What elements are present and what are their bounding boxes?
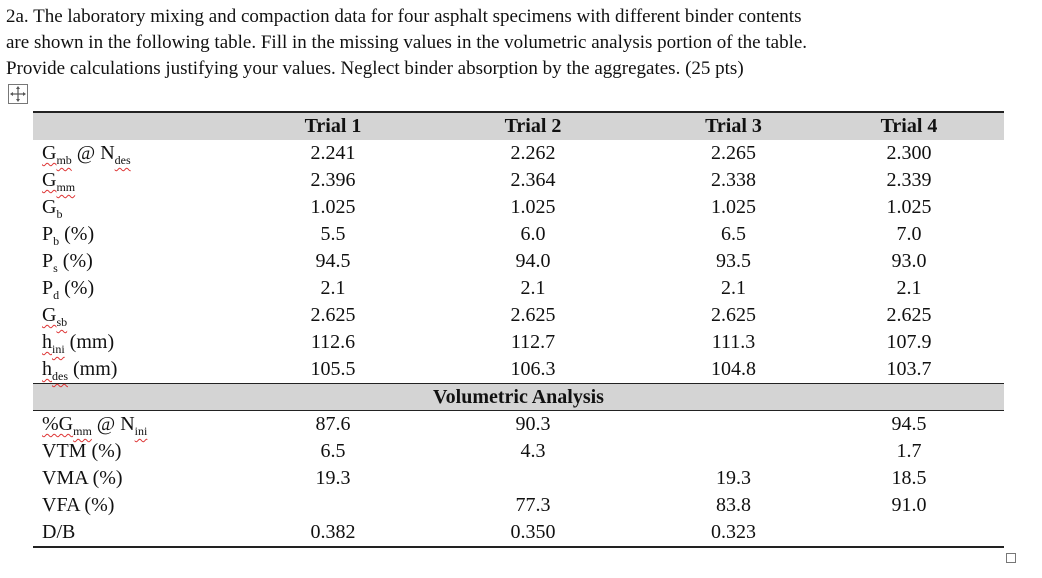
table-row — [33, 356, 1004, 383]
value-cell-trial-1: 2.241 — [310, 142, 356, 164]
row-label — [33, 275, 253, 302]
row-label-main: G — [42, 304, 57, 326]
row-label-main: P — [42, 223, 54, 245]
analysis-row — [33, 438, 1004, 465]
header-trial-1: Trial 1 — [304, 115, 362, 137]
value-cell-trial-2: 106.3 — [510, 358, 556, 380]
table-move-handle[interactable] — [8, 84, 28, 104]
table-bottom-rule — [33, 546, 1004, 548]
row-label-subscript: mm — [73, 424, 92, 438]
value-cell-trial-2: 2.364 — [510, 169, 556, 191]
value-cell-trial-3: 93.5 — [716, 250, 751, 272]
row-label-main: P — [42, 277, 54, 299]
table-row — [33, 329, 1004, 356]
value-cell-trial-3: 2.625 — [711, 304, 756, 326]
table-row — [33, 194, 1004, 221]
row-label-main: VTM (%) — [42, 440, 122, 462]
row-label-main: G — [42, 169, 57, 191]
header-trial-2: Trial 2 — [504, 115, 562, 137]
row-label-subscript: mm — [56, 180, 76, 194]
value-cell-trial-1: 6.5 — [320, 440, 346, 462]
value-cell-trial-4: 1.7 — [896, 440, 922, 462]
value-cell-trial-2: 1.025 — [510, 196, 556, 218]
row-label — [33, 302, 253, 329]
value-cell-trial-3: 83.8 — [716, 494, 751, 516]
value-cell-trial-1: 19.3 — [315, 467, 351, 489]
value-cell-trial-2: 6.0 — [520, 223, 546, 245]
header-trial-3: Trial 3 — [705, 115, 762, 137]
row-label-suffix: @ N — [91, 413, 135, 435]
row-label — [33, 221, 253, 248]
value-cell-trial-1: 105.5 — [310, 358, 356, 380]
row-label-subscript-2: ini — [134, 424, 148, 438]
row-label-suffix: (mm) — [64, 331, 115, 353]
row-label — [33, 411, 253, 438]
row-label-main: P — [42, 250, 54, 272]
row-label-suffix: (%) — [59, 277, 95, 299]
value-cell-trial-2: 94.0 — [515, 250, 551, 272]
table-row — [33, 248, 1004, 275]
value-cell-trial-3: 104.8 — [711, 358, 756, 380]
row-label — [33, 194, 253, 221]
value-cell-trial-2: 2.625 — [510, 304, 556, 326]
row-label-suffix: (%) — [57, 250, 93, 272]
row-label-suffix: (%) — [59, 223, 95, 245]
value-cell-trial-3: 2.338 — [711, 169, 756, 191]
analysis-row — [33, 519, 1004, 546]
row-label-subscript: des — [52, 369, 68, 383]
analysis-row — [33, 492, 1004, 519]
value-cell-trial-1: 112.6 — [310, 331, 356, 353]
analysis-rows — [33, 411, 1004, 546]
row-label-main: %G — [42, 413, 74, 435]
input-data-rows — [33, 140, 1004, 383]
question-line-2: are shown in the following table. Fill in the missing values in the volumetric analysis portion of the table. — [6, 32, 808, 53]
row-label — [33, 519, 253, 546]
row-label-subscript: ini — [52, 342, 65, 356]
row-label-suffix: @ N — [71, 142, 115, 164]
header-trial-4: Trial 4 — [880, 115, 938, 137]
value-cell-trial-4: 18.5 — [891, 467, 927, 489]
section-title: Volumetric Analysis — [433, 385, 604, 408]
row-label — [33, 438, 253, 465]
row-label-subscript: sb — [56, 315, 68, 329]
question-text — [6, 4, 1036, 82]
value-cell-trial-4: 2.625 — [886, 304, 932, 326]
row-label-main: h — [42, 358, 52, 380]
value-cell-trial-1: 87.6 — [315, 413, 351, 435]
value-cell-trial-4: 93.0 — [891, 250, 927, 272]
value-cell-trial-3: 111.3 — [711, 331, 756, 353]
value-cell-trial-4: 107.9 — [886, 331, 932, 353]
row-label-subscript-2: des — [114, 153, 131, 167]
row-label-main: VFA (%) — [42, 494, 115, 516]
table-row — [33, 167, 1004, 194]
asphalt-data-table — [33, 111, 1004, 548]
table-row — [33, 140, 1004, 167]
value-cell-trial-3: 19.3 — [716, 467, 751, 489]
value-cell-trial-4: 2.300 — [886, 142, 932, 164]
row-label — [33, 465, 253, 492]
table-header-row — [33, 113, 1004, 140]
row-label-subscript: mb — [56, 153, 72, 167]
value-cell-trial-4: 2.339 — [886, 169, 932, 191]
value-cell-trial-4: 103.7 — [886, 358, 932, 380]
section-header-row — [33, 384, 1004, 410]
value-cell-trial-1: 2.396 — [310, 169, 356, 191]
row-label — [33, 140, 253, 167]
question-line-1: 2a. The laboratory mixing and compaction data for four asphalt specimens with different binder contents — [6, 6, 802, 27]
value-cell-trial-1: 1.025 — [310, 196, 356, 218]
move-arrows-icon — [9, 85, 27, 103]
value-cell-trial-1: 94.5 — [315, 250, 351, 272]
row-label-suffix: (mm) — [68, 358, 118, 380]
analysis-row — [33, 465, 1004, 492]
row-label — [33, 248, 253, 275]
table-row — [33, 275, 1004, 302]
analysis-row — [33, 411, 1004, 438]
row-label-main: G — [42, 142, 57, 164]
value-cell-trial-3: 2.1 — [721, 277, 746, 299]
row-label-main: h — [42, 331, 52, 353]
row-label — [33, 356, 253, 383]
value-cell-trial-2: 2.1 — [520, 277, 546, 299]
value-cell-trial-4: 1.025 — [886, 196, 932, 218]
value-cell-trial-3: 2.265 — [711, 142, 756, 164]
value-cell-trial-3: 1.025 — [711, 196, 756, 218]
value-cell-trial-1: 5.5 — [320, 223, 346, 245]
row-label-subscript: b — [56, 207, 63, 221]
row-label — [33, 492, 253, 519]
row-label-main: G — [42, 196, 57, 218]
value-cell-trial-3: 6.5 — [721, 223, 746, 245]
row-label — [33, 167, 253, 194]
table-row — [33, 302, 1004, 329]
value-cell-trial-1: 2.625 — [310, 304, 356, 326]
value-cell-trial-2: 4.3 — [520, 440, 546, 462]
value-cell-trial-4: 94.5 — [891, 413, 927, 435]
row-label — [33, 329, 253, 356]
value-cell-trial-4: 2.1 — [896, 277, 922, 299]
value-cell-trial-3: 0.323 — [711, 521, 756, 543]
row-label-subscript: b — [53, 234, 60, 248]
row-label-subscript: d — [53, 288, 60, 302]
value-cell-trial-2: 112.7 — [510, 331, 556, 353]
row-label-main: VMA (%) — [42, 467, 123, 489]
row-label-subscript: s — [53, 261, 58, 275]
row-label-main: D/B — [42, 521, 76, 543]
value-cell-trial-2: 90.3 — [515, 413, 551, 435]
value-cell-trial-2: 2.262 — [510, 142, 556, 164]
value-cell-trial-4: 7.0 — [896, 223, 922, 245]
value-cell-trial-4: 91.0 — [891, 494, 927, 516]
resize-handle-icon[interactable] — [1006, 553, 1016, 563]
value-cell-trial-2: 0.350 — [510, 521, 556, 543]
table-row — [33, 221, 1004, 248]
question-line-3: Provide calculations justifying your values. Neglect binder absorption by the aggregates. (25 pts) — [6, 58, 744, 79]
value-cell-trial-2: 77.3 — [515, 494, 551, 516]
value-cell-trial-1: 0.382 — [310, 521, 356, 543]
value-cell-trial-1: 2.1 — [320, 277, 346, 299]
